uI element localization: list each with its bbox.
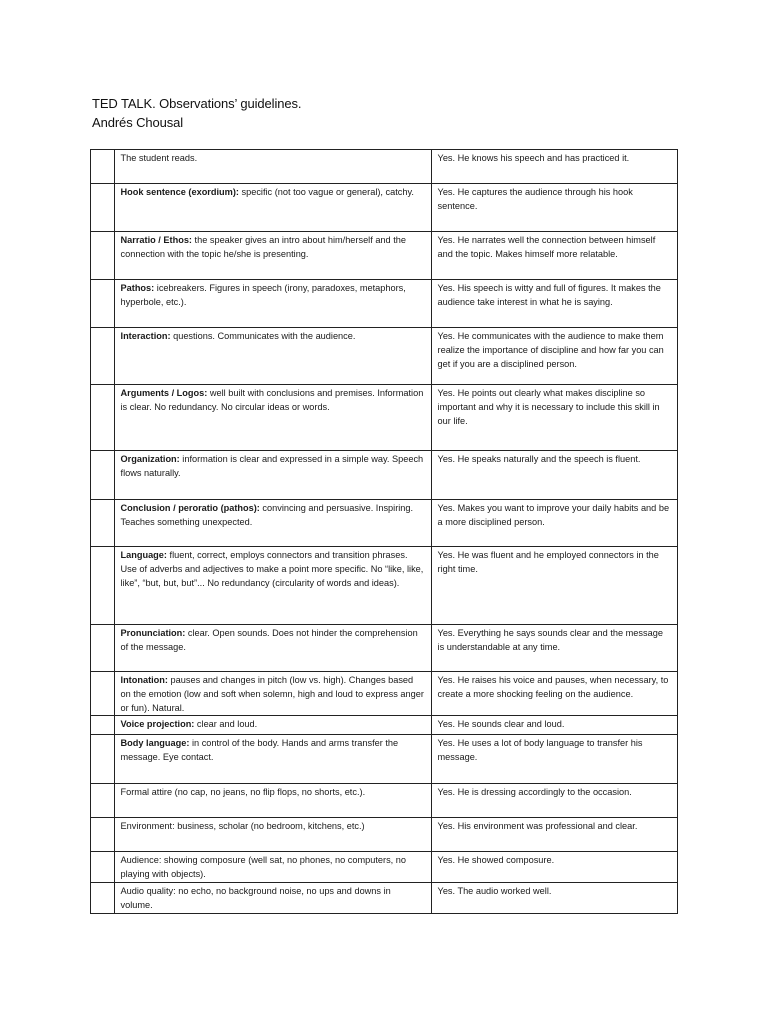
observation-cell: Yes. He communicates with the audience to make them realize the importance of discipline and how far you can get if you are a disciplined person. <box>431 328 677 385</box>
criterion-text: fluent, correct, employs connectors and transition phrases. Use of adverbs and adjectives to make a point more specific. No “like, like, like”, “but, but, but”... No redundancy (circularity of words and ideas). <box>120 550 424 588</box>
criterion-label: Language: <box>120 550 167 560</box>
observation-cell: Yes. He showed composure. <box>431 852 677 883</box>
criterion-text: icebreakers. Figures in speech (irony, paradoxes, metaphors, hyperbole, etc.). <box>120 283 406 307</box>
table-row <box>91 672 678 716</box>
document-header <box>92 94 692 132</box>
criterion-cell <box>114 232 431 280</box>
criterion-cell <box>114 328 431 385</box>
table-row <box>91 625 678 672</box>
row-number-cell <box>91 385 115 451</box>
row-number-cell <box>91 716 115 735</box>
criterion-cell <box>114 451 431 500</box>
criterion-cell <box>114 784 431 818</box>
row-number-cell <box>91 547 115 625</box>
criterion-text: clear and loud. <box>194 719 258 730</box>
row-number-cell <box>91 672 115 716</box>
table-row <box>91 716 678 735</box>
criterion-text: The student reads. <box>120 153 198 163</box>
criterion-label: Voice projection: <box>120 719 195 730</box>
criterion-text: Formal attire (no cap, no jeans, no flip flops, no shorts, etc.). <box>120 787 366 798</box>
criterion-text: Audio quality: no echo, no background noise, no ups and downs in volume. <box>120 885 391 910</box>
observation-cell: Yes. He uses a lot of body language to transfer his message. <box>431 735 677 784</box>
criterion-text: the speaker gives an intro about him/herself and the connection with the topic he/she is presenting. <box>120 235 406 259</box>
criterion-cell <box>114 852 431 883</box>
row-number-cell <box>91 184 115 232</box>
criterion-label: Intonation: <box>120 675 168 685</box>
criterion-text: in control of the body. Hands and arms transfer the message. Eye contact. <box>120 738 399 763</box>
observations-table <box>90 149 678 914</box>
criterion-label: Conclusion / peroratio (pathos): <box>120 503 260 513</box>
observation-cell: Yes. He raises his voice and pauses, when necessary, to create a more shocking feeling on the audience. <box>431 672 677 716</box>
row-number-cell <box>91 625 115 672</box>
criterion-cell <box>114 625 431 672</box>
criterion-label: Organization: <box>120 454 180 464</box>
observation-cell: Yes. His speech is witty and full of figures. It makes the audience take interest in what he is saying. <box>431 280 677 328</box>
row-number-cell <box>91 232 115 280</box>
row-number-cell <box>91 500 115 547</box>
observation-cell: Yes. Makes you want to improve your daily habits and be a more disciplined person. <box>431 500 677 547</box>
observation-cell: Yes. He is dressing accordingly to the occasion. <box>431 784 677 818</box>
table-row <box>91 328 678 385</box>
criterion-cell <box>114 735 431 784</box>
table-row <box>91 232 678 280</box>
observation-cell: Yes. He speaks naturally and the speech is fluent. <box>431 451 677 500</box>
criterion-cell <box>114 716 431 735</box>
row-number-cell <box>91 150 115 184</box>
table-row <box>91 500 678 547</box>
criterion-text: questions. Communicates with the audience. <box>170 331 356 341</box>
observation-cell: Yes. He was fluent and he employed connectors in the right time. <box>431 547 677 625</box>
criterion-text: clear. Open sounds. Does not hinder the comprehension of the message. <box>120 628 418 652</box>
table-row <box>91 385 678 451</box>
row-number-cell <box>91 784 115 818</box>
row-number-cell <box>91 735 115 784</box>
observations-table-body <box>91 150 678 914</box>
row-number-cell <box>91 328 115 385</box>
criterion-text: Audience: showing composure (well sat, no phones, no computers, no playing with objects). <box>120 855 407 880</box>
table-row <box>91 150 678 184</box>
criterion-label: Pathos: <box>120 283 155 293</box>
observation-cell: Yes. He captures the audience through his hook sentence. <box>431 184 677 232</box>
document-author: Andrés Chousal <box>92 115 184 130</box>
criterion-text: information is clear and expressed in a simple way. Speech flows naturally. <box>120 454 424 478</box>
observation-cell: Yes. Everything he says sounds clear and the message is understandable at any time. <box>431 625 677 672</box>
table-row <box>91 818 678 852</box>
criterion-cell <box>114 500 431 547</box>
table-row <box>91 280 678 328</box>
criterion-cell <box>114 818 431 852</box>
criterion-label: Pronunciation: <box>120 628 186 638</box>
criterion-cell <box>114 672 431 716</box>
table-row <box>91 882 678 913</box>
observation-cell: Yes. The audio worked well. <box>431 882 677 913</box>
criterion-cell <box>114 150 431 184</box>
row-number-cell <box>91 882 115 913</box>
table-row <box>91 784 678 818</box>
criterion-text: pauses and changes in pitch (low vs. high). Changes based on the emotion (low and soft when solemn, high and loud to express anger or fun). Natural. <box>120 675 424 713</box>
table-row <box>91 852 678 883</box>
observation-cell: Yes. He knows his speech and has practiced it. <box>431 150 677 184</box>
criterion-text: convincing and persuasive. Inspiring. Teaches something unexpected. <box>120 503 414 527</box>
criterion-cell <box>114 385 431 451</box>
criterion-text: Environment: business, scholar (no bedroom, kitchens, etc.) <box>120 821 365 832</box>
observation-cell: Yes. He points out clearly what makes discipline so important and why it is necessary to include this skill in our life. <box>431 385 677 451</box>
row-number-cell <box>91 280 115 328</box>
table-row <box>91 547 678 625</box>
table-row <box>91 184 678 232</box>
criterion-label: Narratio / Ethos: <box>120 235 192 245</box>
criterion-label: Hook sentence (exordium): <box>120 187 239 197</box>
criterion-cell <box>114 280 431 328</box>
criterion-cell <box>114 547 431 625</box>
criterion-label: Body language: <box>120 738 190 749</box>
criterion-text: specific (not too vague or general), catchy. <box>238 187 414 197</box>
observation-cell: Yes. His environment was professional and clear. <box>431 818 677 852</box>
row-number-cell <box>91 451 115 500</box>
observation-cell: Yes. He narrates well the connection between himself and the topic. Makes himself more relatable. <box>431 232 677 280</box>
criterion-text: well built with conclusions and premises. Information is clear. No redundancy. No circular ideas or words. <box>120 388 424 412</box>
criterion-label: Interaction: <box>120 331 171 341</box>
row-number-cell <box>91 818 115 852</box>
table-row <box>91 735 678 784</box>
row-number-cell <box>91 852 115 883</box>
criterion-cell <box>114 882 431 913</box>
observation-cell: Yes. He sounds clear and loud. <box>431 716 677 735</box>
criterion-label: Arguments / Logos: <box>120 388 208 398</box>
table-row <box>91 451 678 500</box>
document-title: TED TALK. Observations’ guidelines. <box>92 96 302 111</box>
criterion-cell <box>114 184 431 232</box>
